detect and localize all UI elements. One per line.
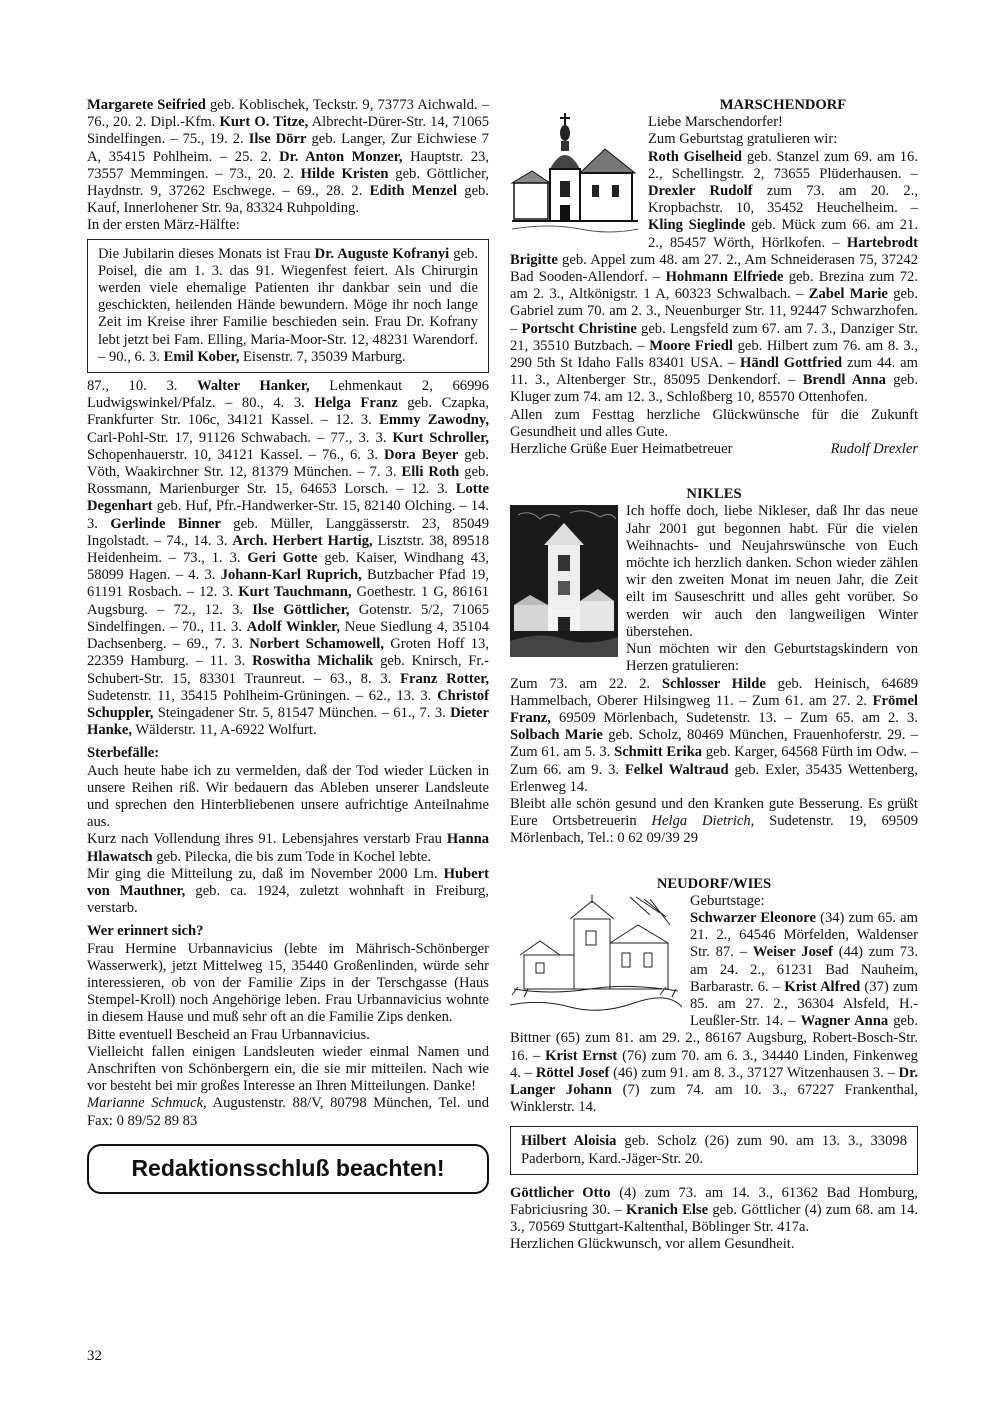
left-column (87, 97, 489, 1194)
name: Edith Menzel (369, 183, 458, 200)
text: Gotenstr. 5/2, 71065 Sindelfingen. – 70., 11. 3. (87, 601, 489, 635)
sterbefaelle-paragraph (87, 831, 489, 865)
name: Moore Friedl (649, 337, 733, 354)
text: geb. Lengsfeld zum 67. am 7. 3., Danziger Str. 21, 35510 Butzbach. – (510, 320, 918, 354)
text: (7) zum 74. am 10. 3., 67227 Frankenthal, Winklerstr. 14. (510, 1081, 918, 1116)
text: Bleibt alle schön gesund und den Kranken gute Besserung. Es grüßt Eure Ortsbetreuerin (510, 795, 918, 830)
text: geb. Scholz (26) zum 90. am 13. 3., 33098 Paderborn, Kard.-Jäger-Str. 20. (521, 1133, 907, 1167)
marschendorf-heading: MARSCHENDORF (719, 97, 847, 113)
name: Schmitt Erika (614, 744, 703, 761)
name: Roth Giselheid (648, 148, 743, 165)
name: Ilse Dörr (248, 131, 307, 148)
text: geb. Bittner (65) zum 81. am 29. 2., 86167 Augsburg, Robert-Bosch-Str. 16. – (510, 1013, 918, 1064)
text: Eisenstr. 7, 35039 Marburg. (239, 348, 406, 365)
name: Krist Ernst (545, 1047, 618, 1064)
text: Neue Siedlung 4, 35104 Dachsenberg. – 69., 7. 3. (87, 618, 489, 653)
name: Schwarzer Eleonore (690, 909, 816, 926)
marschendorf-line: Zum Geburtstag gratulieren wir: (648, 131, 838, 148)
name: Christof Schuppler, (87, 687, 489, 721)
name: Lotte Degenhart (87, 481, 489, 515)
name: Kurt Schroller, (392, 429, 489, 446)
church-drawing-neudorf (510, 895, 682, 1019)
name: Franz Rotter, (400, 670, 489, 687)
text: (37) zum 85. am 27. 2., 36304 Alsfeld, H.-Leußler-Str. 14. – (690, 978, 918, 1030)
text: geb. Karger, 64568 Fürth im Odw. – Zum 66. am 9. 3. (510, 744, 918, 778)
name: Kling Sieglinde (648, 217, 746, 234)
name: Hilbert Aloisia (521, 1133, 617, 1150)
text: Lehmenkaut 2, 66996 Ludwigswinkel/Pfalz. – 80., 4. 3. (87, 378, 489, 412)
name: Elli Roth (401, 464, 460, 481)
name: Hilde Kristen (300, 165, 389, 182)
text: geb. Göttlicher (4) zum 68. am 14. 3., 70569 Stuttgart-Kaltenthal, Böblinger Str. 417a. (510, 1201, 918, 1236)
wer-signature (87, 1095, 489, 1129)
text: geb. Brezina zum 72. am 2. 3., Altkönigstr. 1 A, 60323 Schwalbach. – (510, 269, 918, 303)
text: geb. Rossmann, Marienburger Str. 15, 64653 Lorsch. – 12. 3. (87, 464, 489, 498)
sterbefaelle-heading (87, 745, 489, 762)
name: Johann-Karl Ruprich, (220, 567, 362, 584)
text: Zum 73. am 22. 2. (510, 675, 662, 692)
nikles-intro: Ich hoffe doch, liebe Nikleser, daß Ihr das neue Jahr 2001 gut begonnen habt. Für die vielen Weihnachts- und Neujahrswünsche von Euch möchte ich herzlich danken. Schon wieder zählen wir den zweiten Monat im neuen Jahr, die Zeit eilt im Sauseschritt und alles geht vorüber. So werden wir auch den langweiligen Winter überstehen. (626, 503, 918, 640)
text: Steingadener Str. 5, 81547 München. – 61., 7. 3. (153, 704, 451, 721)
text: geb. ca. 1924, zuletzt wohnhaft in Freiburg, verstarb. (87, 882, 489, 917)
name: Krist Alfred (784, 978, 861, 995)
text: geb. Kaiser, Windhang 43, 58099 Hagen. – 4. 3. (87, 550, 489, 584)
text: geb. Huf, Pfr.-Handwerker-Str. 15, 82140 Olching. – 14. 3. (87, 498, 489, 532)
maerz-line: In der ersten März-Hälfte: (87, 217, 240, 234)
name: Wagner Anna (800, 1013, 889, 1030)
text: geb. Mück zum 66. am 21. 2., 85457 Wörth, Hörlkofen. – (648, 217, 918, 251)
nikles-list (510, 676, 918, 796)
text: geb. Kluger zum 74. am 12. 3., Schloßberg 10, 85570 Ottenhofen. (510, 372, 918, 406)
name: Emil Kober, (163, 348, 240, 365)
text: geb. Poisel, die am 1. 3. das 91. Wiegenfest feiert. Als Chirurgin werden viele ehemalige Patienten ihr dankbar sein und die geschickten, heilenden Hände bewundern. Möge ihr noch lange Zeit im Kreise ihrer Familie beschieden sein. Frau Dr. Kofrany lebt jetzt bei Fam. Elling, Maria-Moor-Str. 12, 48231 Warendorf. – 90., 6. 3. (98, 245, 478, 365)
name: Hohmann Elfriede (665, 269, 784, 286)
nikles-heading: NIKLES (686, 486, 742, 503)
marschendorf-greeting: Liebe Marschendorfer! (648, 114, 783, 131)
text: geb. Heinisch, 64689 Hammelbach, Oberer Hilsingweg 11. – Zum 61. am 27. 2. (510, 675, 918, 709)
signature-name: Helga Dietrich, (651, 813, 755, 830)
text: geb. Göttlicher, Haydnstr. 9, 37262 Eschwege. – 69., 28. 2. (87, 165, 489, 200)
text: Kurz nach Vollendung ihres 91. Lebensjahres verstarb Frau (87, 831, 447, 848)
name: Dr. Anton Monzer, (279, 148, 403, 165)
text: Hauptstr. 23, 73557 Memmingen. – 73., 20. 2. (87, 148, 489, 182)
nikles-closing (510, 796, 918, 848)
text: Sudetenstr. 11, 35415 Pohlheim-Grüningen. – 62., 13. 3. (87, 687, 438, 704)
church-tower-icon (510, 505, 618, 657)
neudorf-wish: Herzlichen Glückwunsch, vor allem Gesundheit. (510, 1236, 795, 1253)
name: Röttel Josef (535, 1064, 610, 1081)
church-drawing-nikles (510, 505, 618, 657)
text: geb. Hilbert zum 76. am 8. 3., 290 5th St Idaho Falls 83401 USA. – (510, 337, 918, 372)
text: Augustenstr. 88/V, 80798 München, Tel. und Fax: 0 89/52 89 83 (87, 1095, 489, 1129)
name: Solbach Marie (510, 727, 603, 744)
sterbefaelle-paragraph: Auch heute habe ich zu vermelden, daß der Tod wieder Lücken in unsere Reihen riß. Wir bedauern das Ableben unserer Landsleute und sprechen den Hinterbliebenen unsere aufrichtige Anteilnahme aus. (87, 762, 489, 831)
name: Norbert Schamowell, (249, 636, 384, 653)
text: geb. Vöth, Waakirchner Str. 12, 81379 München. – 7. 3. (87, 446, 489, 481)
name: Dr. Langer Johann (510, 1064, 918, 1098)
name: Kurt O. Titze, (219, 114, 309, 131)
intro-birthdays (87, 97, 489, 217)
text: Wälderstr. 11, A-6922 Wolfurt. (132, 722, 317, 739)
name: Göttlicher Otto (510, 1184, 611, 1201)
name: Dora Beyer (384, 446, 459, 463)
heading: Sterbefälle: (87, 745, 160, 762)
name: Geri Gotte (247, 550, 318, 567)
name: Felkel Waltraud (624, 761, 729, 778)
text: geb. Kauf, Innerlohener Str. 9a, 83324 Ruhpolding. (87, 183, 489, 217)
name: Schlosser Hilde (661, 675, 766, 692)
neudorf-label: Geburtstage: (690, 892, 765, 909)
text: (4) zum 73. am 14. 3., 61362 Bad Homburg, Fabriciusring 30. – (510, 1184, 919, 1218)
text: zum 73. am 20. 2., Kropbachstr. 10, 35452 Heuchelheim. – (648, 183, 918, 217)
name: Portscht Christine (521, 320, 637, 337)
name: Arch. Herbert Hartig, (232, 532, 373, 549)
church-sketch-icon (510, 895, 682, 1019)
name: Brendl Anna (802, 372, 886, 389)
redaktionsschluss-banner: Redaktionsschluß beachten! (87, 1144, 489, 1194)
text: (46) zum 91. am 8. 3., 37127 Witzenhausen 3. – (609, 1064, 899, 1081)
heading: Wer erinnert sich? (87, 923, 204, 940)
signature-name: Rudolf Drexler (830, 441, 918, 458)
text: Sudetenstr. 19, 69509 Mörlenbach, Tel.: 0 62 09/39 29 (510, 813, 918, 847)
text: (44) zum 73. am 24. 2., 61231 Bad Nauheim, Barbarastr. 6. – (690, 944, 918, 995)
name: Händl Gottfried (739, 355, 843, 372)
text: geb. Stanzel zum 69. am 16. 2., Schellingstr. 2, 73655 Plüderhausen. – (648, 148, 918, 182)
text: geb. Appel zum 48. am 27. 2., Am Schneiderasen 75, 37242 Bad Sooden-Allendorf. – (510, 251, 918, 286)
hilbert-box (510, 1126, 918, 1174)
jubilarin-box (87, 239, 489, 373)
name: Hartebrodt Brigitte (510, 234, 918, 268)
name: Hubert von Mauthner, (87, 865, 489, 899)
name: Margarete Seifried (87, 97, 206, 113)
text: geb. Gabriel zum 70. am 2. 3., Neuenburger Str. 11, 92447 Schwarzhofen. – (510, 286, 918, 337)
neudorf-list-continued (510, 1185, 918, 1237)
wer-heading (87, 923, 489, 940)
text: Schopenhauerstr. 10, 34121 Kassel. – 76., 6. 3. (87, 446, 385, 463)
name: Adolf Winkler, (246, 618, 340, 635)
text: Albrecht-Dürer-Str. 14, 71065 Sindelfingen. – 75., 19. 2. (87, 114, 489, 148)
name: Emmy Zawodny, (379, 412, 490, 429)
text: geb. Langer, Zur Eichwiese 7 A, 35415 Pohlheim. – 25. 2. (87, 131, 489, 165)
signature-name: Marianne Schmuck, (87, 1095, 207, 1112)
name: Walter Hanker, (197, 378, 310, 395)
name: Dr. Auguste Kofranyi (314, 245, 450, 262)
text: Die Jubilarin dieses Monats ist Frau (98, 245, 315, 262)
name: Weiser Josef (752, 944, 833, 961)
wer-paragraph: Bitte eventuell Bescheid an Frau Urbannavicius. (87, 1026, 370, 1043)
text: Butzbacher Pfad 19, 61191 Rosbach. – 12. 3. (87, 567, 490, 601)
wer-paragraph: Vielleicht fallen einigen Landsleuten wieder einmal Namen und Anschriften von Schönbergern ein, die sie mir mitteilen. Nach wie vor besteht bei mir großes Interesse an Ihren Mitteilungen. Danke! (87, 1043, 489, 1095)
text: Mir ging die Mitteilung zu, daß im November 2000 Lm. (87, 865, 444, 882)
church-drawing-marschendorf (510, 111, 640, 239)
neudorf-heading: NEUDORF/WIES (656, 875, 772, 892)
church-icon (510, 111, 640, 239)
name: Kurt Tauchmann, (238, 584, 352, 601)
text: (76) zum 70. am 6. 3., 34440 Linden, Finkenweg 4. – (510, 1047, 918, 1081)
wer-paragraph: Frau Hermine Urbannavicius (lebte im Mährisch-Schönberger Wasserwerk), jetzt Mittelweg 15, 35440 Großenlinden, würde sehr interessieren, ob von der Familie Zips in der Terschgasse (Haus Stempel-Kroll) noch Angehörige leben. Frau Urbannavicius wohnte in diesem Hause und muß sehr oft an die Familie Zips denken. (87, 940, 489, 1026)
marschendorf-wish: Allen zum Festtag herzliche Glückwünsche für die Zukunft Gesundheit und alles Gute. (510, 406, 918, 440)
text: Herzliche Grüße Euer Heimatbetreuer (510, 441, 733, 458)
text: zum 44. am 11. 3., Altenberger Str., 85095 Denkendorf. – (510, 355, 918, 389)
name: Zabel Marie (808, 286, 888, 303)
text: 87., 10. 3. (87, 378, 198, 395)
text: geb. Scholz, 80469 München, Frauenhoferstr. 29. – Zum 61. am 5. 3. (510, 727, 918, 761)
text: geb. Koblischek, Teckstr. 9, 73773 Aichwald. – 76., 20. 2. Dipl.-Kfm. (87, 97, 489, 131)
name: Ilse Göttlicher, (252, 601, 350, 618)
name: Hanna Hlawatsch (87, 831, 489, 865)
nikles-intro-2: Nun möchten wir den Geburtstagskindern von Herzen gratulieren: (626, 641, 918, 675)
marschendorf-signature-line (510, 441, 918, 458)
text: Goethestr. 1 G, 86161 Augsburg. – 72., 12. 3. (87, 584, 489, 618)
name: Dieter Hanke, (87, 704, 489, 739)
name: Gerlinde Binner (110, 515, 221, 532)
text: geb. Pilecka, die bis zum Tode in Kochel lebte. (152, 848, 432, 865)
page-number: 32 (87, 1348, 102, 1364)
birthday-list (87, 378, 489, 739)
name: Roswitha Michalik (252, 653, 374, 670)
text: geb. Knirsch, Fr.-Schubert-Str. 15, 83301 Traunreut. – 63., 8. 3. (87, 653, 489, 687)
text: geb. Exler, 35435 Wettenberg, Erlenweg 14. (510, 761, 918, 795)
name: Helga Franz (314, 395, 398, 412)
text: geb. Czapka, Frankfurter Str. 106c, 34121 Kassel. – 12. 3. (87, 395, 489, 429)
sterbefaelle-paragraph (87, 866, 489, 918)
text: Lisztstr. 38, 89518 Heidenheim. – 73., 1. 3. (87, 532, 490, 567)
name: Frömel Franz, (510, 692, 918, 726)
right-column (510, 97, 918, 1254)
name: Drexler Rudolf (648, 183, 753, 200)
text: Groten Hoff 13, 22359 Hamburg. – 11. 3. (87, 636, 489, 670)
text: 69509 Mörlenbach, Sudetenstr. 13. – Zum 65. am 2. 3. (550, 709, 918, 726)
text: geb. Müller, Langgässerstr. 23, 85049 Ingolstadt. – 74., 14. 3. (87, 515, 490, 549)
text: (34) zum 65. am 21. 2., 64546 Mörfelden, Waldenser Str. 87. – (690, 909, 918, 961)
name: Kranich Else (626, 1201, 709, 1218)
text: Carl-Pohl-Str. 17, 91126 Schwabach. – 77., 3. 3. (87, 429, 393, 446)
